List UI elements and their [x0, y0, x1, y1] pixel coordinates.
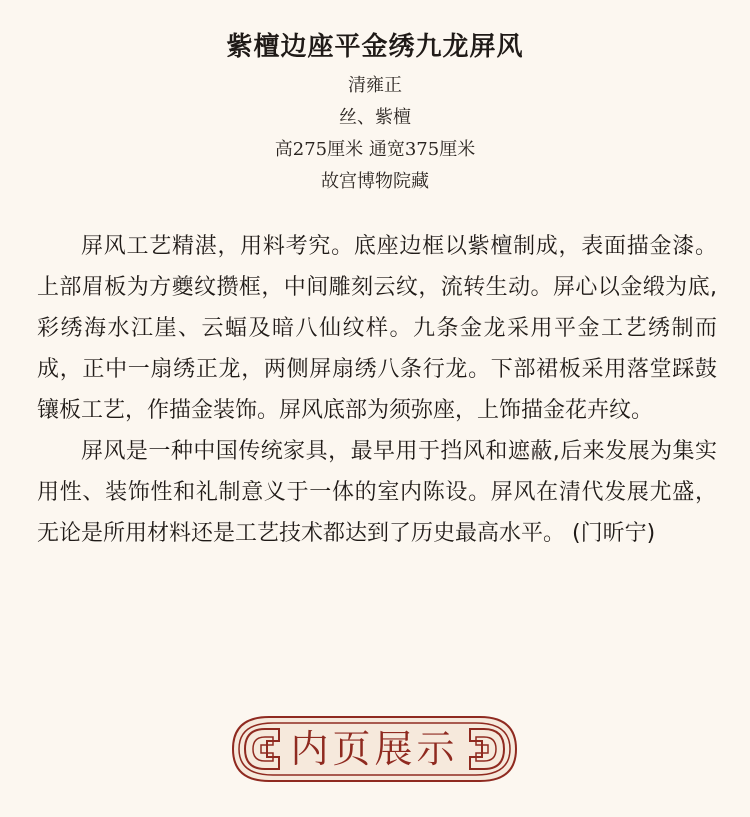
description-paragraph: 屏风是一种中国传统家具，最早用于挡风和遮蔽,后来发展为集实用性、装饰性和礼制意义于一体的室内陈设。屏风在清代发展尤盛，无论是所用材料还是工艺技术都达到了历史最高水平。 (门昕宁)	[37, 439, 717, 546]
artwork-header	[0, 0, 750, 198]
artwork-dimensions: 高275厘米 通宽375厘米	[274, 139, 476, 160]
artwork-collection: 故宫博物院藏	[321, 171, 429, 192]
artwork-dynasty: 清雍正	[348, 75, 402, 96]
artwork-title: 紫檀边座平金绣九龙屏风	[226, 32, 524, 62]
section-banner	[229, 713, 520, 785]
description-paragraph: 屏风工艺精湛，用料考究。底座边框以紫檀制成，表面描金漆。上部眉板为方夔纹攒框，中间雕刻云纹，流转生动。屏心以金缎为底,彩绣海水江崖、云蝠及暗八仙纹样。九条金龙采用平金工艺绣制而成，正中一扇绣正龙，两侧屏扇绣八条行龙。下部裙板采用落堂踩鼓镶板工艺，作描金装饰。屏风底部为须弥座，上饰描金花卉纹。	[37, 234, 717, 423]
artwork-description	[37, 226, 717, 554]
banner-label: 内页展示	[290, 727, 459, 771]
artwork-material: 丝、紫檀	[339, 107, 411, 128]
